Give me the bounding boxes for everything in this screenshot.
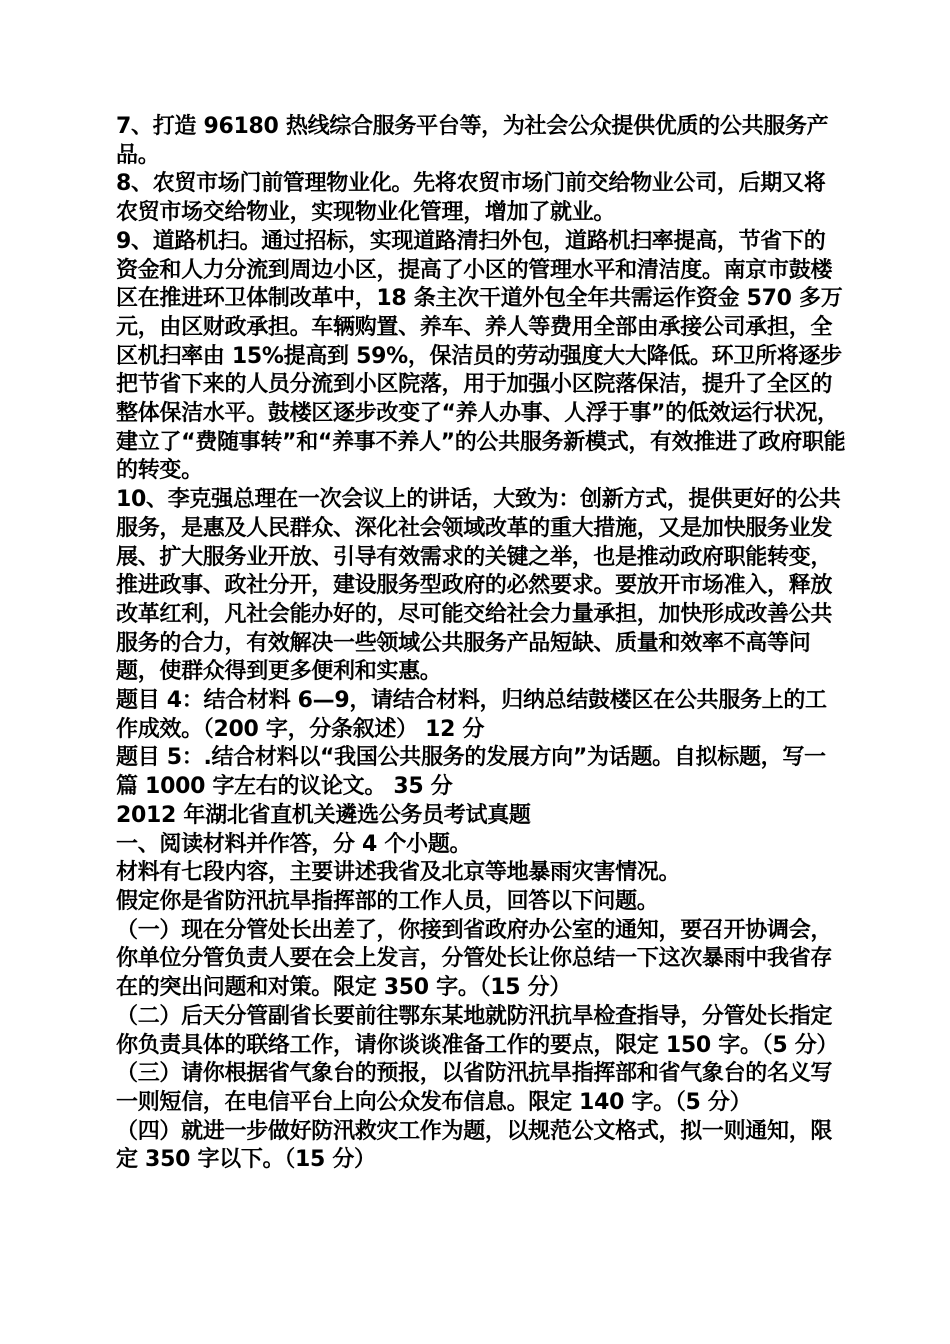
sub-question-4: （四）就进一步做好防汛救灾工作为题，以规范公文格式，拟一则通知，限定 350 字以下。（15 分） [116,1118,833,1173]
exam-title: 2012 年湖北省直机关遴选公务员考试真题 [116,802,531,828]
sub-question-2: （二）后天分管副省长要前往鄂东某地就防汛抗旱检查指导，分管处长指定你负责具体的联络工作，请你谈谈准备工作的要点，限定 150 字。（5 分） [116,1003,839,1058]
sub-question-3: （三）请你根据省气象台的预报，以省防汛抗旱指挥部和省气象台的名义写一则短信，在电信平台上向公众发布信息。限定 140 字。（5 分） [116,1061,833,1115]
question-5: 题目 5：.结合材料以“我国公共服务的发展方向”为话题。自拟标题，写一篇 1000 字左右的议论文。 35 分 [116,745,826,800]
paragraph-item-9: 9、道路机扫。通过招标，实现道路清扫外包，道路机扫率提高，节省下的资金和人力分流到周边小区，提高了小区的管理水平和清洁度。南京市鼓楼区在推进环卫体制改革中，18 条主次干道外包全年共需运作资金 570 多万元，由区财政承担。车辆购置、养车、养人等费用全部由承接公司承担，全区机扫率由 15%提高到 59%，保洁员的劳动强度大大降低。环卫所将逐步把节省下来的人员分流到小区院落，用于加强小区院落保洁，提升了全区的整体保洁水平。鼓楼区逐步改变了“养人办事、人浮于事”的低效运行状况，建立了“费随事转”和“养事不养人”的公共服务新模式，有效推进了政府职能的转变。 [116,228,846,484]
document-body [116,113,846,1175]
paragraph-item-10: 10、李克强总理在一次会议上的讲话，大致为：创新方式，提供更好的公共服务，是惠及人民群众、深化社会领域改革的重大措施，又是加快服务业发展、扩大服务业开放、引导有效需求的关键之举，也是推动政府职能转变，推进政事、政社分开，建设服务型政府的必然要求。要放开市场准入，释放改革红利，凡社会能办好的，尽可能交给社会力量承担，加快形成改善公共服务的合力，有效解决一些领域公共服务产品短缺、质量和效率不高等问题，使群众得到更多便利和实惠。 [116,487,841,685]
material-summary: 材料有七段内容，主要讲述我省及北京等地暴雨灾害情况。 [116,860,681,886]
question-4: 题目 4：结合材料 6—9，请结合材料，归纳总结鼓楼区在公共服务上的工作成效。（200 字，分条叙述） 12 分 [116,688,827,742]
paragraph-item-8: 8、农贸市场门前管理物业化。先将农贸市场门前交给物业公司，后期又将农贸市场交给物业，实现物业化管理，增加了就业。 [116,171,826,226]
section-heading: 一、阅读材料并作答，分 4 个小题。 [116,831,472,857]
role-assumption: 假定你是省防汛抗旱指挥部的工作人员，回答以下问题。 [116,888,659,914]
sub-question-1: （一）现在分管处长出差了，你接到省政府办公室的通知，要召开协调会，你单位分管负责人要在会上发言，分管处长让你总结一下这次暴雨中我省存在的突出问题和对策。限定 350 字。（15 分） [116,917,833,1001]
paragraph-item-7: 7、打造 96180 热线综合服务平台等，为社会公众提供优质的公共服务产品。 [116,114,829,168]
